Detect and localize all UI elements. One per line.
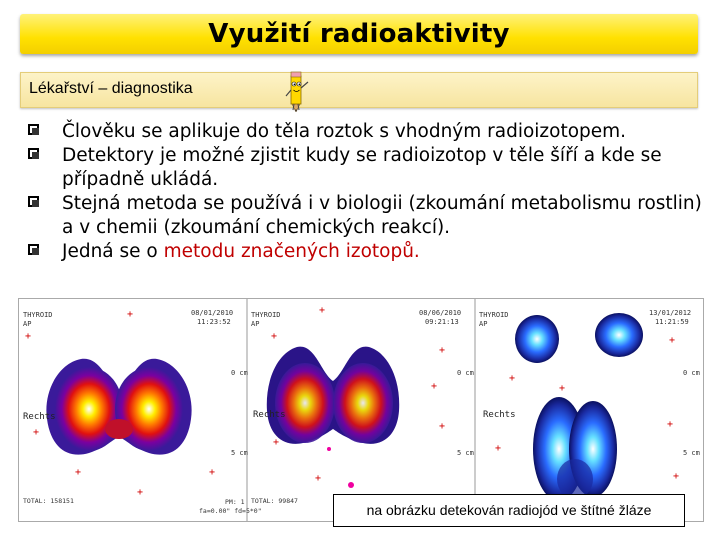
image-caption: na obrázku detekován radiojód ve štítné žláze	[333, 494, 685, 527]
scan-1-footer-left: TOTAL: 158151	[23, 497, 74, 505]
bullet-text-prefix: Jedná se o	[62, 241, 164, 262]
scan-3-scale-bottom: 5 cm	[683, 449, 700, 457]
scan-2-date: 08/06/2010	[419, 309, 462, 317]
scan-3-date: 13/01/2012	[649, 309, 692, 317]
bullet-highlight: metodu značených izotopů.	[163, 241, 420, 262]
scan-2-scale-top: 0 cm	[457, 369, 474, 377]
scan-2-view: AP	[251, 320, 260, 328]
bullet-item	[14, 120, 714, 144]
thyroid-scan-images	[18, 298, 704, 522]
checkbox-bullet-icon	[28, 196, 39, 207]
scan-2-side: Rechts	[253, 410, 286, 420]
checkbox-bullet-icon	[28, 148, 39, 159]
bullet-text: Stejná metoda se používá i v biologii (zkoumání metabolismu rostlin) a v chemii (zkoumání chemických reakcí).	[62, 193, 702, 238]
svg-text:+: +	[209, 467, 216, 478]
scan-3-time: 11:21:59	[655, 318, 689, 326]
svg-text:+: +	[439, 421, 446, 432]
scan-1-side: Rechts	[23, 412, 56, 422]
svg-text:+: +	[271, 331, 278, 342]
scan-1-footer-mid: PM: 1	[225, 498, 245, 506]
section-header-text: Lékařství – diagnostika	[29, 80, 193, 97]
bullet-item	[14, 240, 714, 264]
scan-3-view: AP	[479, 320, 488, 328]
scan-3-label: THYROID	[479, 311, 509, 319]
svg-text:+: +	[273, 437, 280, 448]
section-header	[20, 72, 698, 108]
scan-2-footer-left: TOTAL: 99847	[251, 497, 298, 505]
bullet-text: Člověku se aplikuje do těla roztok s vhodným radioizotopem.	[62, 121, 627, 142]
scan-graphics	[19, 299, 703, 521]
scan-1-date: 08/01/2010	[191, 309, 234, 317]
checkbox-bullet-icon	[28, 244, 39, 255]
svg-text:+: +	[559, 383, 566, 394]
svg-text:+: +	[431, 381, 438, 392]
scan-2-time: 09:21:13	[425, 318, 459, 326]
scan-3-side: Rechts	[483, 410, 516, 420]
bullet-item	[14, 144, 714, 192]
scan-3-scale-top: 0 cm	[683, 369, 700, 377]
bullet-list	[14, 120, 714, 264]
scan-1-footer-right: fa=0.00" fd=5*0"	[199, 507, 262, 515]
scan-1-time: 11:23:52	[197, 318, 231, 326]
svg-text:+: +	[669, 335, 676, 346]
svg-text:+: +	[137, 487, 144, 498]
scan-1-scale-bottom: 5 cm	[231, 449, 248, 457]
svg-text:+: +	[127, 309, 134, 320]
scan-panel-1	[46, 359, 191, 455]
scan-1-label: THYROID	[23, 311, 53, 319]
pencil-mascot-icon	[284, 68, 314, 112]
svg-text:+: +	[75, 467, 82, 478]
svg-text:+: +	[319, 305, 326, 316]
scan-2-scale-bottom: 5 cm	[457, 449, 474, 457]
scan-1-scale-top: 0 cm	[231, 369, 248, 377]
scan-1-view: AP	[23, 320, 32, 328]
slide-title: Využití radioaktivity	[20, 14, 698, 54]
svg-text:+: +	[33, 427, 40, 438]
svg-text:+: +	[495, 443, 502, 454]
scan-2-label: THYROID	[251, 311, 281, 319]
svg-text:+: +	[439, 345, 446, 356]
svg-text:+: +	[667, 419, 674, 430]
svg-text:+: +	[673, 471, 680, 482]
svg-text:+: +	[509, 373, 516, 384]
scan-panel-3	[515, 313, 643, 501]
svg-text:+: +	[25, 331, 32, 342]
svg-text:+: +	[315, 473, 322, 484]
scan-panel-2	[267, 347, 399, 488]
checkbox-bullet-icon	[28, 124, 39, 135]
bullet-text: Detektory je možné zjistit kudy se radioizotop v těle šíří a kde se případně ukládá.	[62, 145, 662, 190]
bullet-item	[14, 192, 714, 240]
